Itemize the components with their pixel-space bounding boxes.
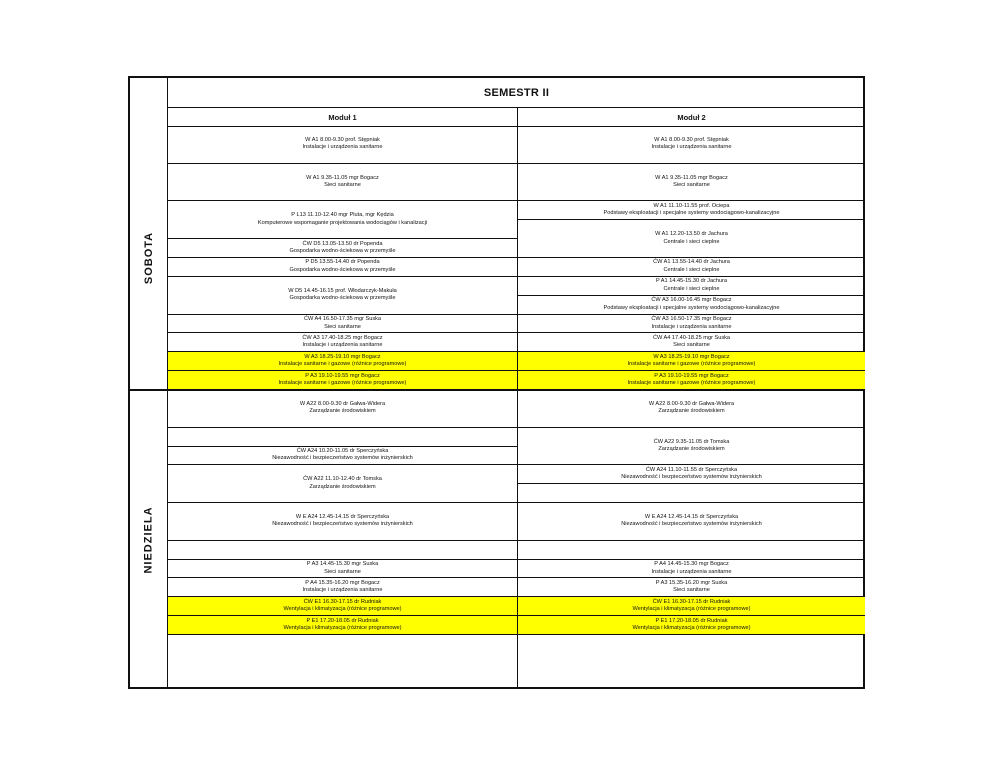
- class-time-teacher: ĆW A3 16.50-17.35 mgr Bogacz: [651, 316, 732, 323]
- class-subject: Sieci sanitarne: [324, 568, 361, 575]
- class-subject: Niezawodność i bezpieczeństwo systemów inżynierskich: [272, 455, 413, 462]
- empty-slot: [518, 484, 865, 503]
- class-subject: Instalacje sanitarne i gazowe (różnice programowe): [627, 361, 756, 368]
- class-slot: [518, 371, 865, 390]
- class-slot: [168, 616, 517, 635]
- class-slot: [518, 560, 865, 579]
- class-time-teacher: W A3 18.25-19.10 mgr Bogacz: [653, 353, 730, 360]
- class-slot: [518, 333, 865, 352]
- class-subject: Zarządzanie środowiskiem: [658, 408, 725, 415]
- class-subject: Niezawodność i bezpieczeństwo systemów inżynierskich: [621, 474, 762, 481]
- class-slot: [518, 296, 865, 315]
- class-time-teacher: W A1 12.20-13.50 dr Jachura: [655, 231, 728, 238]
- class-time-teacher: P A3 19.10-19.55 mgr Bogacz: [654, 372, 729, 379]
- class-slot: [168, 164, 517, 202]
- module-1-column: [168, 127, 517, 689]
- class-slot: [168, 258, 517, 277]
- class-subject: Instalacje i urządzenia sanitarne: [651, 323, 732, 330]
- class-subject: Centrale i sieci cieplne: [663, 238, 720, 245]
- class-subject: Instalacje i urządzenia sanitarne: [651, 144, 732, 151]
- class-slot: [168, 597, 517, 616]
- module-1-header: Moduł 1: [328, 112, 357, 122]
- empty-slot: [168, 541, 517, 560]
- day-label-saturday: SOBOTA: [143, 231, 155, 285]
- class-slot: [518, 390, 865, 428]
- class-time-teacher: ĆW A22 9.35-11.05 dr Tomska: [653, 438, 730, 445]
- title-divider: [168, 107, 865, 108]
- class-subject: Wentylacja i klimatyzacja (różnice programowe): [632, 606, 751, 613]
- class-time-teacher: P A3 15.35-16.20 mgr Suska: [655, 579, 728, 586]
- class-time-teacher: W A1 11.10-11.55 prof. Ociepa: [653, 202, 730, 209]
- class-slot: [168, 447, 517, 466]
- class-subject: Wentylacja i klimatyzacja (różnice programowe): [632, 625, 751, 632]
- class-subject: Centrale i sieci cieplne: [663, 266, 720, 273]
- class-slot: [518, 352, 865, 371]
- class-slot: [168, 503, 517, 541]
- class-slot: [168, 560, 517, 579]
- class-subject: Komputerowe wspomaganie projektowania wodociągów i kanalizacji: [257, 219, 428, 226]
- class-time-teacher: ĆW A4 16.50-17.35 mgr Suska: [303, 316, 382, 323]
- class-slot: [168, 465, 517, 503]
- class-time-teacher: P L13 11.10-12.40 mgr Pluta, mgr Kędzia: [291, 212, 394, 219]
- class-time-teacher: W A22 8.00-9.30 dr Gałwa-Widera: [299, 400, 386, 407]
- class-time-teacher: W A1 8.00-9.30 prof. Stępniak: [305, 136, 380, 143]
- class-time-teacher: ĆW A3 16.00-16.45 mgr Bogacz: [651, 297, 732, 304]
- empty-slot: [168, 428, 517, 447]
- class-subject: Instalacje i urządzenia sanitarne: [302, 587, 383, 594]
- class-slot: [168, 579, 517, 598]
- class-slot: [518, 220, 865, 258]
- class-slot: [518, 465, 865, 484]
- class-time-teacher: ĆW E1 16.30-17.15 dr Rudniak: [652, 598, 731, 605]
- class-time-teacher: W A1 9.35-11.05 mgr Bogacz: [655, 174, 728, 181]
- class-slot: [518, 164, 865, 202]
- class-time-teacher: W A3 18.25-19.10 mgr Bogacz: [304, 353, 381, 360]
- class-subject: Sieci sanitarne: [673, 342, 710, 349]
- class-time-teacher: P E1 17.20-18.05 dr Rudniak: [655, 617, 728, 624]
- class-time-teacher: W A1 8.00-9.30 prof. Stępniak: [654, 136, 729, 143]
- day-divider: [130, 389, 865, 391]
- class-slot: [518, 428, 865, 466]
- class-time-teacher: P A4 14.45-15.30 mgr Bogacz: [654, 561, 729, 568]
- class-slot: [168, 352, 517, 371]
- class-subject: Podstawy eksploatacji i specjalne systemy wodociągowo-kanalizacyjne: [603, 210, 780, 217]
- class-time-teacher: ĆW A1 13.55-14.40 dr Jachura: [653, 259, 730, 266]
- class-subject: Niezawodność i bezpieczeństwo systemów inżynierskich: [621, 521, 762, 528]
- class-slot: [168, 371, 517, 390]
- class-slot: [168, 202, 517, 240]
- class-subject: Zarządzanie środowiskiem: [658, 446, 725, 453]
- class-subject: Sieci sanitarne: [673, 587, 710, 594]
- class-subject: Podstawy eksploatacji i specjalne systemy wodociągowo-kanalizacyjne: [603, 304, 780, 311]
- class-subject: Sieci sanitarne: [324, 182, 361, 189]
- class-time-teacher: P A4 15.35-16.20 mgr Bogacz: [305, 579, 380, 586]
- class-slot: [168, 333, 517, 352]
- class-slot: [518, 503, 865, 541]
- class-time-teacher: P E1 17.20-18.05 dr Rudniak: [306, 617, 379, 624]
- semester-title: SEMESTR II: [483, 87, 550, 99]
- class-slot: [518, 202, 865, 221]
- day-column-divider: [167, 78, 168, 689]
- class-slot: [168, 315, 517, 334]
- class-slot: [518, 277, 865, 296]
- class-time-teacher: W A1 9.35-11.05 mgr Bogacz: [306, 174, 379, 181]
- class-subject: Sieci sanitarne: [673, 182, 710, 189]
- schedule-table: [128, 76, 865, 689]
- class-time-teacher: ĆW A24 11.10-11.55 dr Sperczyńska: [645, 466, 738, 473]
- class-slot: [168, 277, 517, 315]
- class-subject: Wentylacja i klimatyzacja (różnice programowe): [283, 606, 402, 613]
- class-time-teacher: ĆW D5 13.05-13.50 dr Popenda: [302, 240, 383, 247]
- class-subject: Instalacje sanitarne i gazowe (różnice programowe): [278, 361, 407, 368]
- module-2-column: [518, 127, 865, 689]
- class-slot: [168, 239, 517, 258]
- class-time-teacher: W A22 8.00-9.30 dr Gałwa-Widera: [648, 400, 735, 407]
- class-subject: Instalacje i urządzenia sanitarne: [302, 144, 383, 151]
- class-time-teacher: P D5 13.55-14.40 dr Popenda: [305, 259, 380, 266]
- class-time-teacher: ĆW E1 16.30-17.15 dr Rudniak: [303, 598, 382, 605]
- empty-slot: [168, 635, 517, 692]
- class-time-teacher: P A3 14.45-15.30 mgr Suska: [306, 561, 379, 568]
- class-time-teacher: W E A24 12.45-14.15 dr Sperczyńska: [644, 513, 739, 520]
- class-time-teacher: ĆW A22 11.10-12.40 dr Tomska: [303, 476, 382, 483]
- day-label-sunday: NIEDZIELA: [143, 505, 155, 574]
- class-slot: [518, 579, 865, 598]
- class-subject: Instalacje i urządzenia sanitarne: [302, 342, 383, 349]
- header-divider: [168, 126, 865, 127]
- class-time-teacher: W E A24 12.45-14.15 dr Sperczyńska: [295, 513, 390, 520]
- class-subject: Zarządzanie środowiskiem: [309, 483, 376, 490]
- class-time-teacher: P A3 19.10-19.55 mgr Bogacz: [305, 372, 380, 379]
- empty-slot: [518, 541, 865, 560]
- class-time-teacher: W D5 14.45-16.15 prof. Włodarczyk-Makuła: [288, 287, 397, 294]
- class-subject: Sieci sanitarne: [324, 323, 361, 330]
- class-subject: Gospodarka wodno-ściekowa w przemyśle: [289, 266, 396, 273]
- module-2-header: Moduł 2: [677, 112, 706, 122]
- class-time-teacher: ĆW A3 17.40-18.25 mgr Bogacz: [302, 334, 383, 341]
- class-slot: [518, 616, 865, 635]
- class-subject: Instalacje sanitarne i gazowe (różnice programowe): [278, 380, 407, 387]
- class-slot: [518, 315, 865, 334]
- class-subject: Zarządzanie środowiskiem: [309, 408, 376, 415]
- module-divider: [517, 108, 518, 689]
- class-subject: Centrale i sieci cieplne: [663, 285, 720, 292]
- empty-slot: [518, 635, 865, 692]
- class-slot: [518, 126, 865, 164]
- class-slot: [168, 126, 517, 164]
- class-slot: [518, 258, 865, 277]
- class-slot: [518, 597, 865, 616]
- class-subject: Niezawodność i bezpieczeństwo systemów inżynierskich: [272, 521, 413, 528]
- class-time-teacher: P A1 14.45-15.30 dr Jachura: [655, 278, 728, 285]
- class-subject: Gospodarka wodno-ściekowa w przemyśle: [289, 248, 396, 255]
- class-time-teacher: ĆW A24 10.20-11.05 dr Sperczyńska: [296, 447, 389, 454]
- class-subject: Gospodarka wodno-ściekowa w przemyśle: [289, 295, 396, 302]
- class-subject: Instalacje sanitarne i gazowe (różnice programowe): [627, 380, 756, 387]
- class-slot: [168, 390, 517, 428]
- class-subject: Instalacje i urządzenia sanitarne: [651, 568, 732, 575]
- class-subject: Wentylacja i klimatyzacja (różnice programowe): [283, 625, 402, 632]
- class-time-teacher: ĆW A4 17.40-18.25 mgr Suska: [652, 334, 731, 341]
